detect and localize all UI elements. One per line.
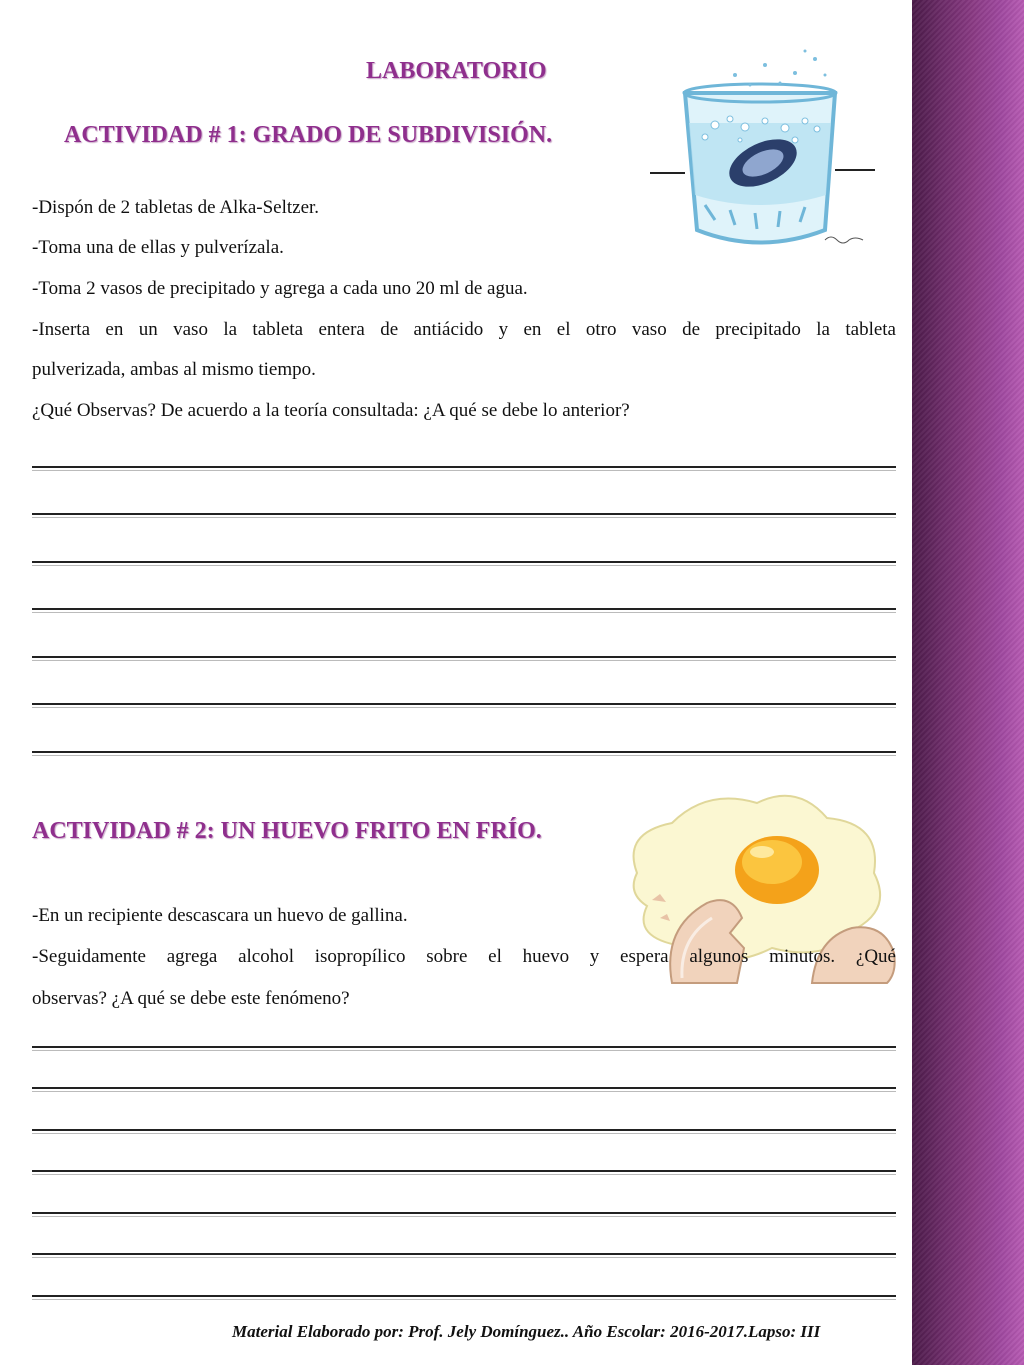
activity1-step4-line2: pulverizada, ambas al mismo tiempo. — [32, 359, 316, 380]
footer-credit: Material Elaborado por: Prof. Jely Domínguez.. Año Escolar: 2016-2017.Lapso: III — [232, 1322, 821, 1341]
answer-line-10[interactable] — [32, 1129, 896, 1131]
glass-of-water-icon — [645, 45, 885, 255]
answer-line-7[interactable] — [32, 751, 896, 753]
activity1-step1: -Dispón de 2 tabletas de Alka-Seltzer. — [32, 197, 320, 218]
answer-line-1[interactable] — [32, 466, 896, 468]
answer-line-4[interactable] — [32, 608, 896, 610]
activity2-step2-line1: -Seguidamente agrega alcohol isopropílico sobre el huevo y espera algunos minutos. ¿Qué — [32, 946, 896, 967]
answer-line-3[interactable] — [32, 561, 896, 563]
activity1-step4-line1: -Inserta en un vaso la tableta entera de antiácido y en el otro vaso de precipitado la tableta — [32, 319, 896, 340]
answer-line-2[interactable] — [32, 513, 896, 515]
activity1-question: ¿Qué Observas? De acuerdo a la teoría consultada: ¿A qué se debe lo anterior? — [32, 400, 630, 421]
answer-line-13[interactable] — [32, 1253, 896, 1255]
answer-line-6[interactable] — [32, 703, 896, 705]
activity1-step2: -Toma una de ellas y pulverízala. — [32, 237, 284, 258]
answer-line-11[interactable] — [32, 1170, 896, 1172]
answer-line-12[interactable] — [32, 1212, 896, 1214]
activity2-step2-line2: observas? ¿A qué se debe este fenómeno? — [32, 988, 350, 1009]
activity1-step3: -Toma 2 vasos de precipitado y agrega a cada uno 20 ml de agua. — [32, 278, 528, 299]
activity1-title: ACTIVIDAD # 1: GRADO DE SUBDIVISIÓN. — [64, 122, 553, 148]
answer-line-14[interactable] — [32, 1295, 896, 1297]
answer-line-5[interactable] — [32, 656, 896, 658]
activity2-step1: -En un recipiente descascara un huevo de gallina. — [32, 905, 408, 926]
decorative-sidebar — [912, 0, 1024, 1365]
answer-line-9[interactable] — [32, 1087, 896, 1089]
page-title: LABORATORIO — [366, 58, 547, 84]
activity2-title: ACTIVIDAD # 2: UN HUEVO FRITO EN FRÍO. — [32, 818, 542, 844]
answer-line-8[interactable] — [32, 1046, 896, 1048]
